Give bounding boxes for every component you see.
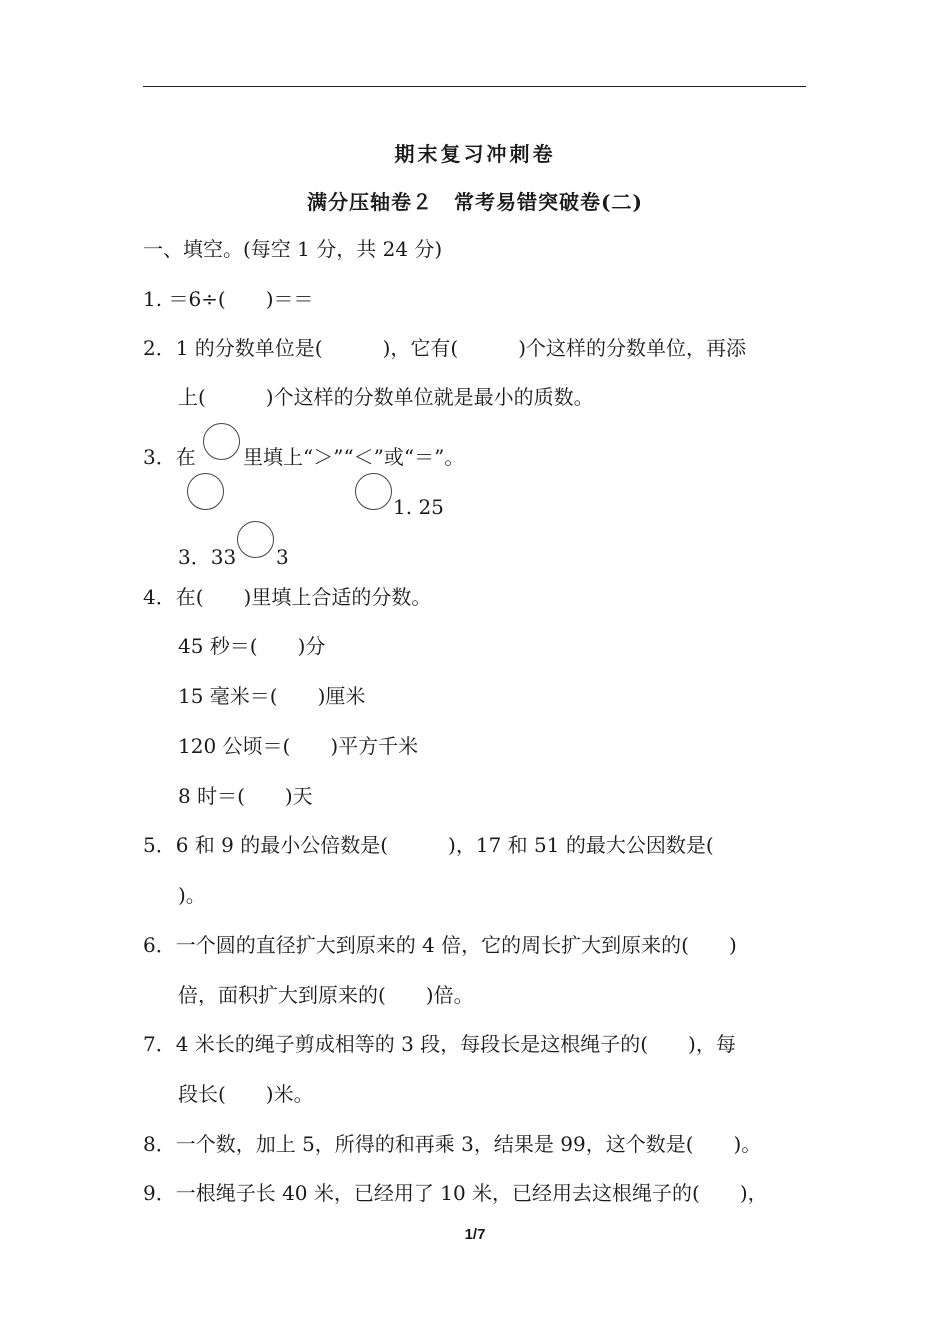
- question-2-line-2: 上( )个这样的分数单位就是最小的质数。: [178, 385, 594, 409]
- comparison-circle[interactable]: [187, 473, 224, 510]
- page-number: 1/7: [464, 1226, 486, 1243]
- header-rule: [143, 86, 806, 87]
- question-1: 1. ＝6÷( )＝＝: [143, 287, 314, 311]
- question-8: 8．一个数，加上 5，所得的和再乘 3，结果是 99，这个数是( )。: [143, 1132, 762, 1156]
- question-6-line-1: 6．一个圆的直径扩大到原来的 4 倍，它的周长扩大到原来的( ): [143, 933, 737, 957]
- comparison-circle[interactable]: [203, 423, 240, 460]
- question-4-item: 8 时＝( )天: [178, 784, 313, 808]
- question-4-item: 15 毫米＝( )厘米: [178, 684, 366, 708]
- question-3-item-2-right: 1. 25: [393, 495, 444, 519]
- question-2-line-1: 2．1 的分数单位是( )，它有( )个这样的分数单位，再添: [143, 336, 747, 360]
- question-3-instruction: 里填上“＞”“＜”或“＝”。: [243, 445, 465, 469]
- comparison-circle[interactable]: [237, 521, 274, 558]
- page-subtitle: 满分压轴卷２ 常考易错突破卷(二): [307, 190, 643, 214]
- question-5-line-2: )。: [178, 883, 206, 907]
- question-4-item: 120 公顷＝( )平方千米: [178, 734, 419, 758]
- question-4-item: 45 秒＝( )分: [178, 634, 326, 658]
- question-7-line-2: 段长( )米。: [178, 1082, 314, 1106]
- question-3-item-3-right: 3: [276, 545, 289, 569]
- question-3-prefix: 3．在: [143, 445, 196, 469]
- question-3-item-3-left: 3．33: [178, 545, 237, 569]
- question-4: 4．在( )里填上合适的分数。: [143, 585, 432, 609]
- page-title: 期末复习冲刺卷: [394, 142, 556, 166]
- question-7-line-1: 7．4 米长的绳子剪成相等的 3 段，每段长是这根绳子的( )，每: [143, 1032, 736, 1056]
- comparison-circle[interactable]: [355, 473, 392, 510]
- question-6-line-2: 倍，面积扩大到原来的( )倍。: [178, 983, 474, 1007]
- section-heading: 一、填空。(每空 1 分，共 24 分): [143, 237, 443, 261]
- question-5-line-1: 5．6 和 9 的最小公倍数是( )，17 和 51 的最大公因数是(: [143, 833, 714, 857]
- question-9: 9．一根绳子长 40 米，已经用了 10 米，已经用去这根绳子的( )，: [143, 1181, 768, 1205]
